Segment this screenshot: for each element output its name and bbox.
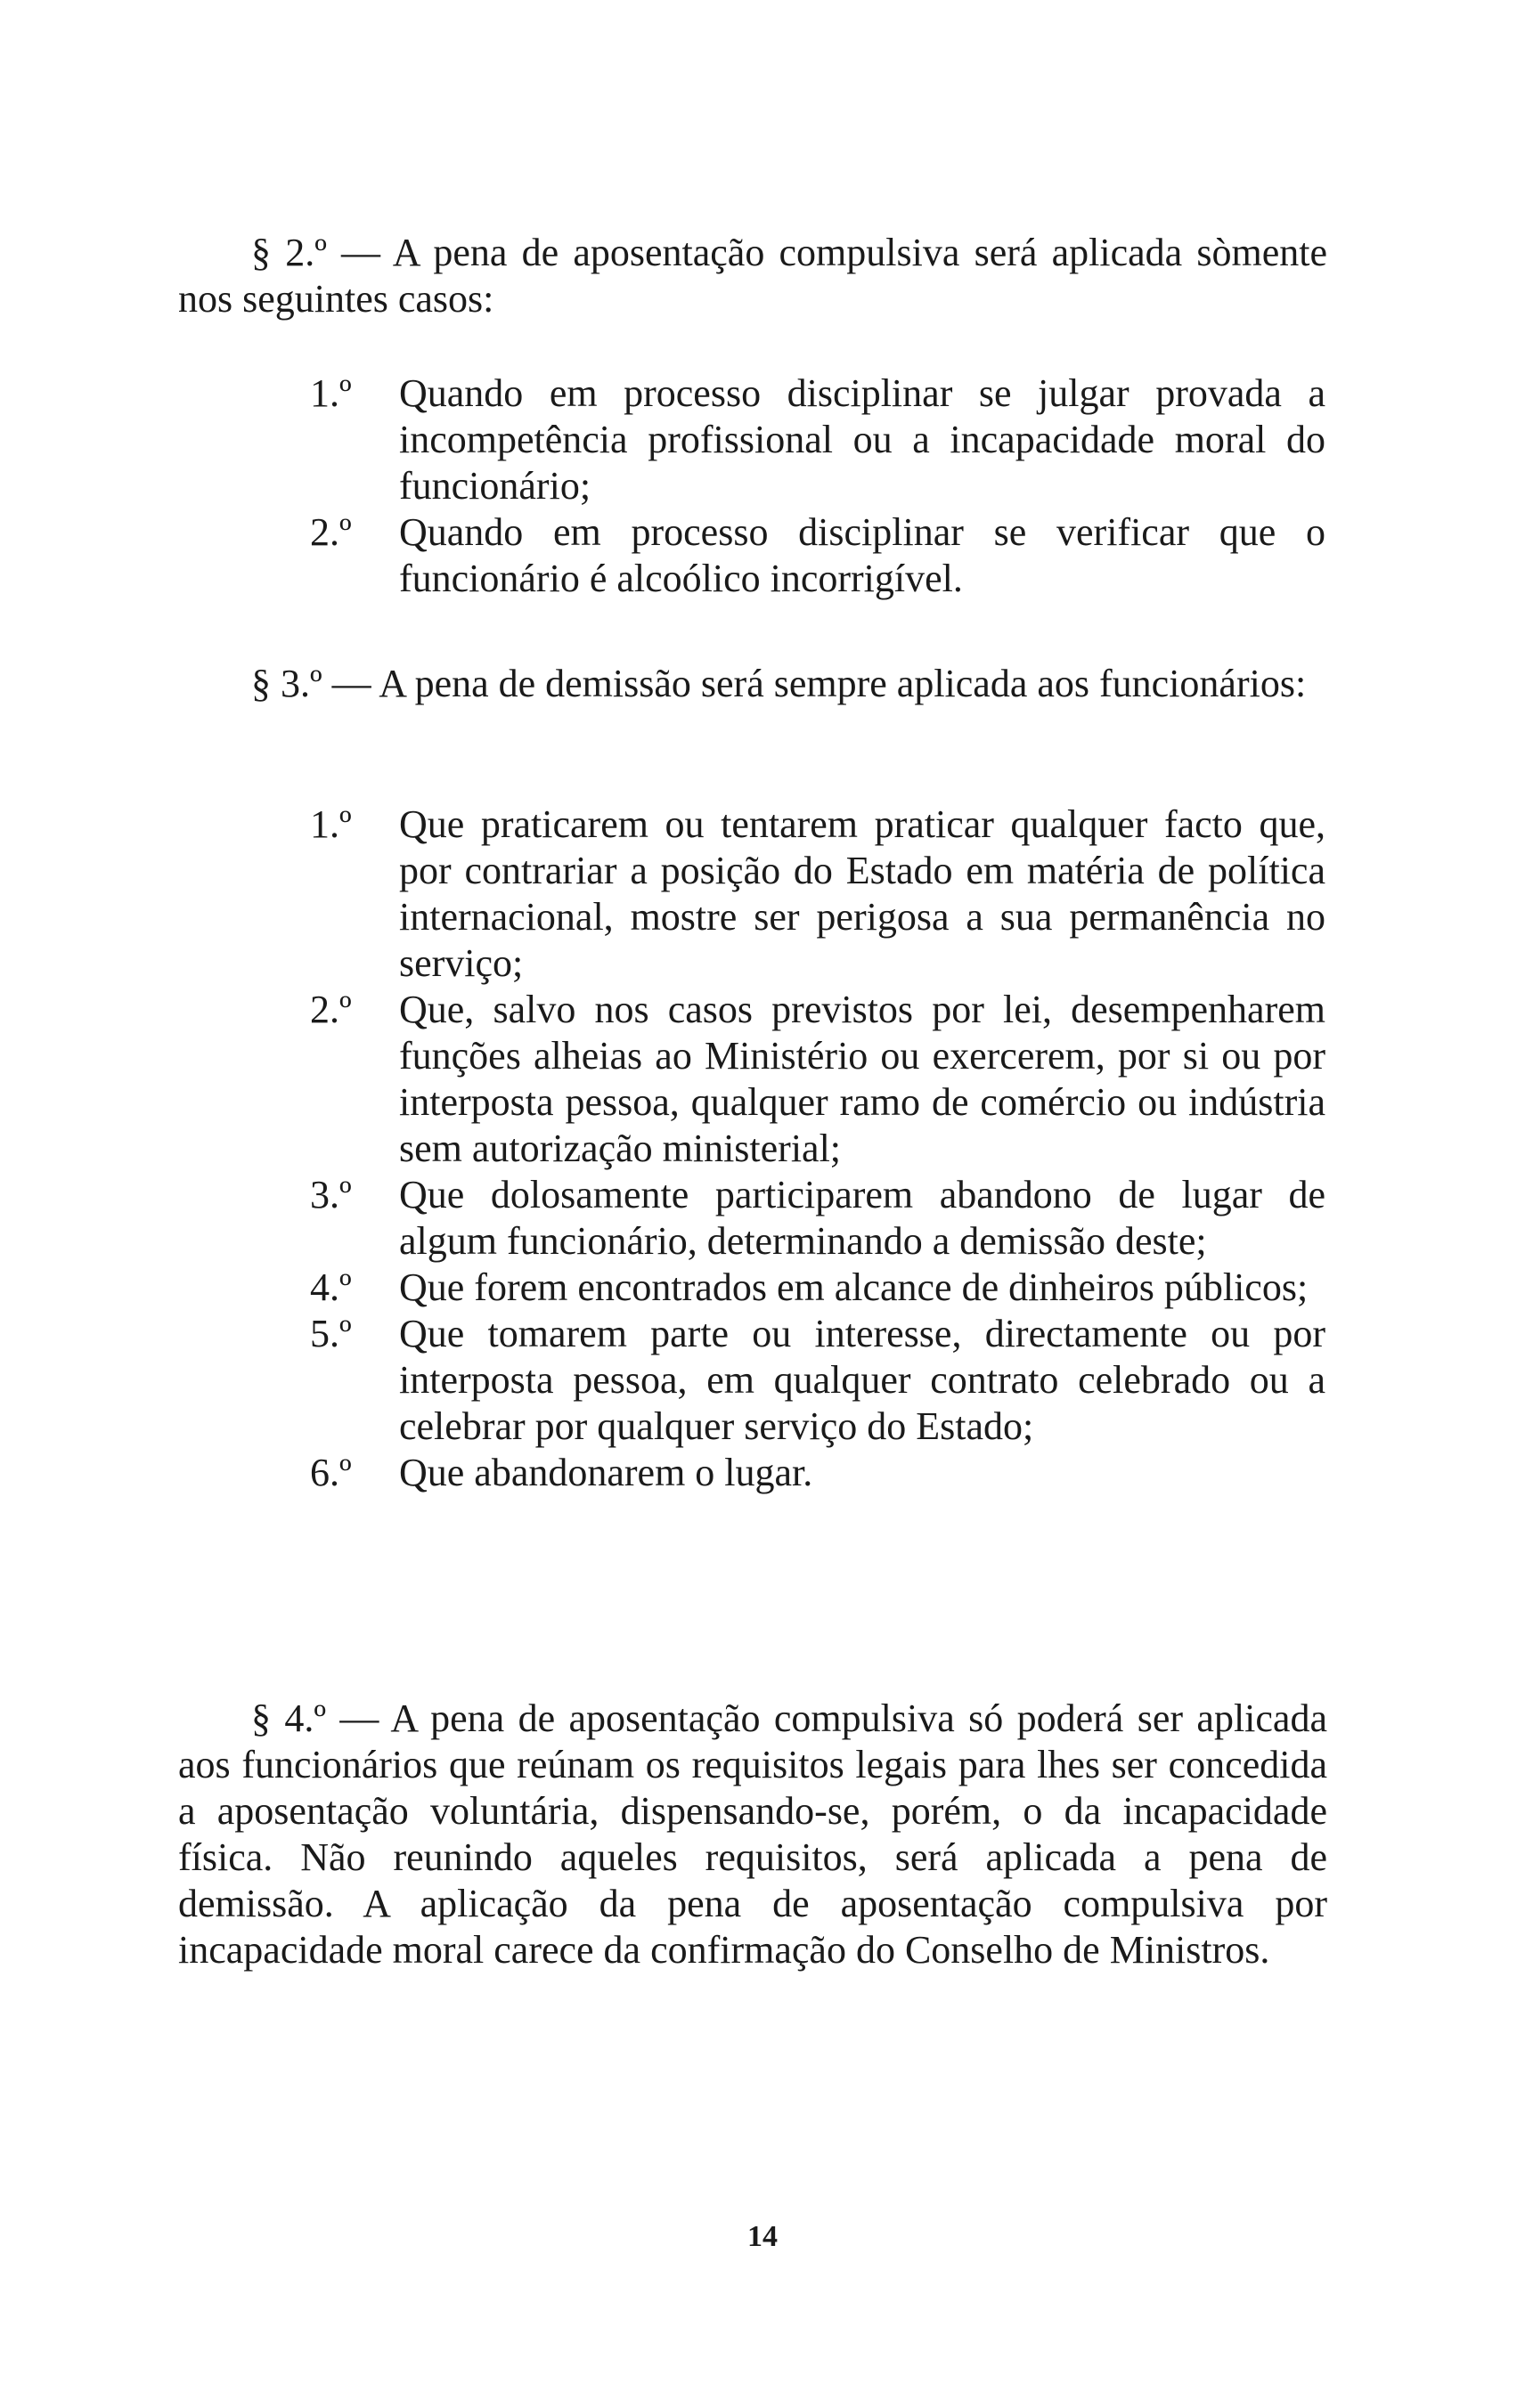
item-text: Que, salvo nos casos previstos por lei, desempenharem funções alheias ao Ministério ou exercerem, por si ou por interposta pessoa, qualquer ramo de comércio ou indústria sem autorização ministerial; [399,988,1325,1170]
list-item [310,987,1325,1172]
item-text: Que forem encontrados em alcance de dinheiros públicos; [399,1265,1309,1309]
item-number: 1.º [310,802,352,846]
section-2-text: § 2.º — A pena de aposentação compulsiva será aplicada sòmente nos seguintes casos: [178,231,1327,321]
list-item [310,1450,1325,1496]
list-item [310,1172,1325,1265]
section-4-text: § 4.º — A pena de aposentação compulsiva só poderá ser aplicada aos funcionários que reúnam os requisitos legais para lhes ser concedida a aposentação voluntária, dispensando-se, porém, o da incapacidade física. Não reunindo aqueles requisitos, será aplicada a pena de demissão. A aplicação da pena de aposentação compulsiva por incapacidade moral carece da confirmação do Conselho de Ministros. [178,1696,1327,1972]
list-item [310,509,1325,602]
section-4-paragraph [178,1696,1327,1973]
list-item [310,370,1325,509]
section-3-list [310,801,1325,1496]
list-item [310,1265,1325,1311]
section-2-list [310,370,1325,602]
item-number: 1.º [310,371,352,415]
item-number: 3.º [310,1173,352,1216]
section-2-paragraph [178,230,1327,322]
section-3-text: § 3.º — A pena de demissão será sempre aplicada aos funcionários: [251,662,1307,705]
list-item [310,1311,1325,1450]
item-number: 2.º [310,510,352,554]
item-number: 5.º [310,1312,352,1355]
item-text: Que abandonarem o lugar. [399,1451,813,1494]
item-text: Que dolosamente participarem abandono de lugar de algum funcionário, determinando a demissão deste; [399,1173,1325,1263]
item-text: Quando em processo disciplinar se julgar provada a incompetência profissional ou a incapacidade moral do funcionário; [399,371,1325,508]
item-text: Que praticarem ou tentarem praticar qualquer facto que, por contrariar a posição do Estado em matéria de política internacional, mostre ser perigosa a sua permanência no serviço; [399,802,1325,985]
page-number: 14 [747,2220,778,2253]
section-3-paragraph [178,661,1327,707]
item-number: 4.º [310,1265,352,1309]
item-number: 2.º [310,988,352,1031]
list-item [310,801,1325,987]
item-text: Quando em processo disciplinar se verificar que o funcionário é alcoólico incorrigível. [399,510,1325,600]
item-text: Que tomarem parte ou interesse, directamente ou por interposta pessoa, em qualquer contrato celebrado ou a celebrar por qualquer serviço do Estado; [399,1312,1325,1448]
item-number: 6.º [310,1451,352,1494]
